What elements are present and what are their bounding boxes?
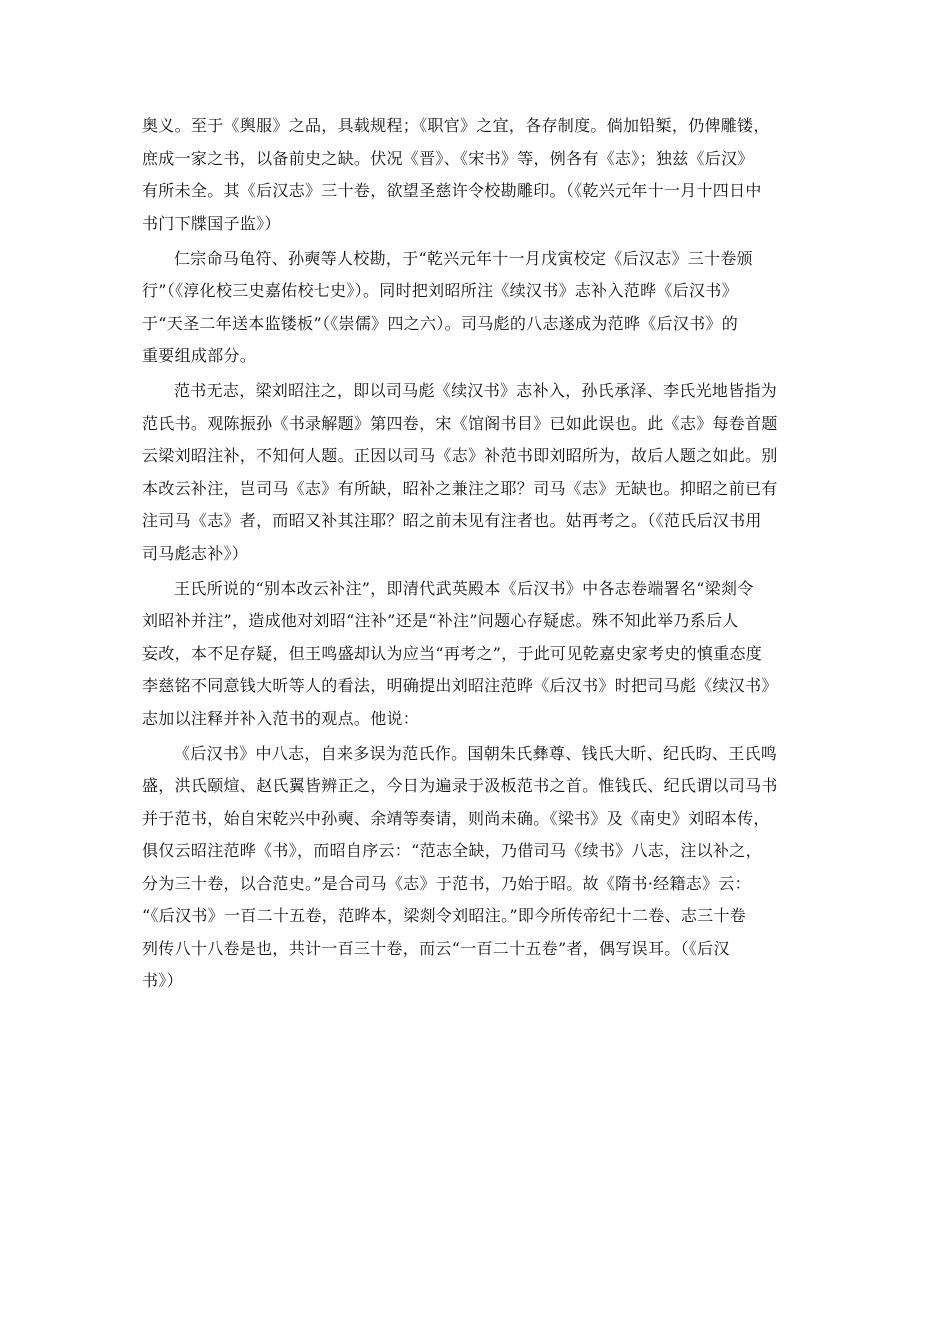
text-line: 有所未全。其《后汉志》三十卷，欲望圣慈许令校勘雕印。（《乾兴元年十一月十四日中	[142, 181, 762, 200]
text-line: 分为三十卷，以合范史。”是合司马《志》于范书，乃始于昭。故《隋书·经籍志》云：	[142, 873, 751, 893]
text-line: “《后汉书》一百二十五卷，范晔本，梁剡令刘昭注。”即今所传帝纪十二卷、志三十卷	[142, 906, 747, 925]
text-line: 妄改，本不足存疑，但王鸣盛却认为应当“再考之”，于此可见乾嘉史家考史的慎重态度	[142, 643, 763, 663]
text-line: 并于范书，始自宋乾兴中孙奭、余靖等奏请，则尚未确。《梁书》及《南史》刘昭本传，	[142, 808, 770, 828]
text-line: 本改云补注，岂司马《志》有所缺，昭补之兼注之耶？司马《志》无缺也。抑昭之前已有	[142, 478, 778, 498]
text-line: 书》）	[142, 971, 183, 990]
text-line: 注司马《志》者，而昭又补其注耶？昭之前未见有注者也。姑再考之。（《范氏后汉书用	[142, 511, 762, 530]
paragraph	[142, 375, 808, 570]
text-line: 庶成一家之书，以备前史之缺。伏况《晋》、《宋书》等，例各有《志》；独兹《后汉》	[142, 148, 754, 168]
paragraph	[142, 110, 808, 240]
body-text	[142, 110, 808, 998]
text-line: 志加以注释并补入范书的观点。他说：	[142, 708, 420, 728]
text-line: 李慈铭不同意钱大昕等人的看法，明确提出刘昭注范晔《后汉书》时把司马彪《续汉书》	[142, 676, 778, 695]
paragraph	[142, 573, 808, 736]
text-line: 列传八十八卷是也，共计一百三十卷，而云“一百二十五卷”者，偶写误耳。（《后汉	[142, 938, 730, 958]
text-line: 范氏书。观陈振孙《书录解题》第四卷，宋《馆阁书目》已如此误也。此《志》每卷首题	[142, 413, 778, 433]
text-line: 重要组成部分。	[142, 346, 257, 365]
text-line: 行”（《淳化校三史嘉佑校七史》）。同时把刘昭所注《续汉书》志补入范晔《后汉书》	[142, 281, 738, 300]
text-line: 刘昭补并注”，造成他对刘昭“注补”还是“补注”问题心存疑虑。殊不知此举乃系后人	[142, 611, 739, 630]
text-line: 仁宗命马龟符、孙奭等人校勘，于“乾兴元年十一月戊寅校定《后汉志》三十卷颁	[174, 248, 753, 268]
text-line: 于“天圣二年送本监镂板”（《崇儒》四之六）。司马彪的八志遂成为范晔《后汉书》的	[142, 313, 739, 333]
text-line: 《后汉书》中八志，自来多误为范氏作。国朝朱氏彝尊、钱氏大昕、纪氏昀、王氏鸣	[174, 743, 778, 763]
text-line: 云梁刘昭注补，不知何人题。正因以司马《志》补范书即刘昭所为，故后人题之如此。别	[142, 446, 778, 465]
text-line: 俱仅云昭注范晔《书》，而昭自序云：“范志全缺，乃借司马《续书》八志，注以补之，	[142, 841, 762, 860]
text-line: 奥义。至于《舆服》之品，具载规程；《职官》之宜，各存制度。倘加铅椠，仍俾雕镂，	[142, 116, 770, 135]
paragraph	[142, 243, 808, 373]
paragraph	[142, 738, 808, 998]
text-line: 范书无志，梁刘昭注之，即以司马彪《续汉书》志补入，孙氏承泽、李氏光地皆指为	[174, 381, 778, 400]
text-line: 书门下牒国子监》）	[142, 213, 281, 233]
text-line: 司马彪志补》）	[142, 543, 249, 563]
text-line: 王氏所说的“别本改云补注”，即清代武英殿本《后汉书》中各志卷端署名“梁剡令	[174, 578, 754, 598]
text-line: 盛，洪氏颐煊、赵氏翼皆辨正之，今日为遍录于汲板范书之首。惟钱氏、纪氏谓以司马书	[142, 776, 778, 795]
